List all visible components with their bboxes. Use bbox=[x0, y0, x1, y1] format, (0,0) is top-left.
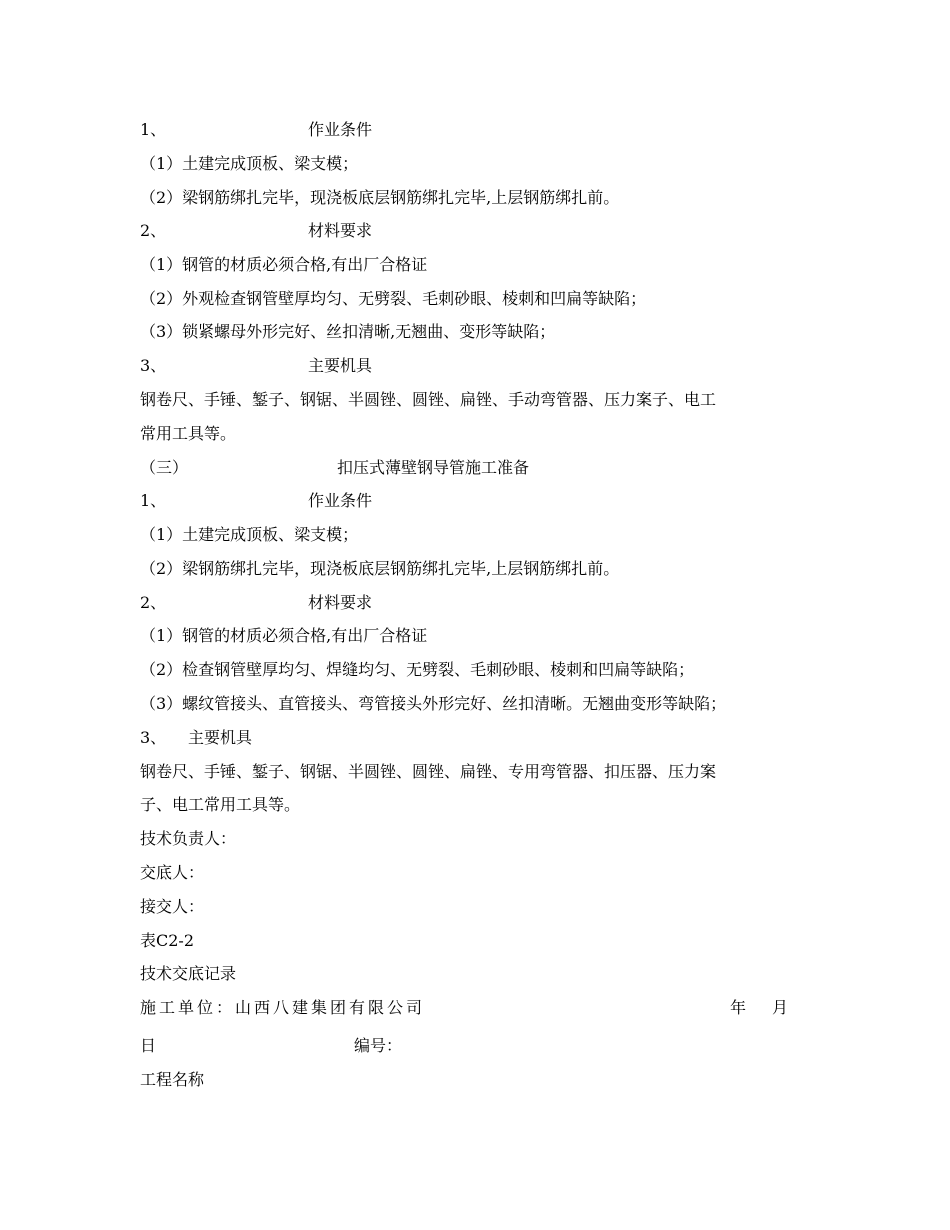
heading-title: 材料要求 bbox=[308, 221, 373, 240]
form-title: 技术交底记录 bbox=[140, 964, 237, 983]
paragraph-line: （3）锁紧螺母外形完好、丝扣清晰,无翘曲、变形等缺陷； bbox=[140, 322, 556, 341]
project-name-label: 工程名称 bbox=[140, 1070, 205, 1089]
paragraph-line: 常用工具等。 bbox=[140, 424, 237, 443]
discloser-label: 交底人： bbox=[140, 863, 205, 882]
heading-title: 主要机具 bbox=[308, 356, 373, 375]
month-label: 月 bbox=[772, 998, 789, 1017]
paragraph-line: （2）检查钢管壁厚均匀、焊缝均匀、无劈裂、毛刺砂眼、棱刺和凹扁等缺陷； bbox=[140, 660, 695, 679]
paragraph-line: 子、电工常用工具等。 bbox=[140, 795, 301, 814]
heading-number: 2、 bbox=[140, 221, 167, 240]
paragraph-line: （1）钢管的材质必须合格,有出厂合格证 bbox=[140, 255, 428, 274]
heading-title: 作业条件 bbox=[308, 120, 373, 139]
section-title: 扣压式薄壁钢导管施工准备 bbox=[337, 458, 530, 477]
heading-title: 材料要求 bbox=[308, 593, 373, 612]
day-label: 日 bbox=[140, 1036, 157, 1055]
heading-number: 1、 bbox=[140, 491, 167, 510]
receiver-label: 接交人： bbox=[140, 897, 205, 916]
heading-number: 2、 bbox=[140, 593, 167, 612]
section-number: （三） bbox=[140, 458, 189, 477]
heading-title: 作业条件 bbox=[308, 491, 373, 510]
paragraph-line: （2）梁钢筋绑扎完毕，现浇板底层钢筋绑扎完毕,上层钢筋绑扎前。 bbox=[140, 559, 620, 578]
table-number: 表C2-2 bbox=[140, 931, 195, 950]
paragraph-line: （1）土建完成顶板、梁支模； bbox=[140, 525, 359, 544]
paragraph-line: （3）螺纹管接头、直管接头、弯管接头外形完好、丝扣清晰。无翘曲变形等缺陷； bbox=[140, 694, 727, 713]
heading-number: 3、 bbox=[140, 356, 167, 375]
paragraph-line: （1）钢管的材质必须合格,有出厂合格证 bbox=[140, 626, 428, 645]
paragraph-line: （2）梁钢筋绑扎完毕，现浇板底层钢筋绑扎完毕,上层钢筋绑扎前。 bbox=[140, 188, 620, 207]
heading-title: 主要机具 bbox=[188, 728, 253, 747]
paragraph-line: （2）外观检查钢管壁厚均匀、无劈裂、毛刺砂眼、棱刺和凹扁等缺陷； bbox=[140, 289, 647, 308]
serial-number-label: 编号： bbox=[354, 1036, 403, 1055]
heading-number: 3、 bbox=[140, 728, 167, 747]
paragraph-line: 钢卷尺、手锤、錾子、钢锯、半圆锉、圆锉、扁锉、手动弯管器、压力案子、电工 bbox=[140, 390, 717, 409]
paragraph-line: 钢卷尺、手锤、錾子、钢锯、半圆锉、圆锉、扁锉、专用弯管器、扣压器、压力案 bbox=[140, 762, 717, 781]
tech-lead-label: 技术负责人： bbox=[140, 829, 237, 848]
construction-unit-label: 施工单位：山西八建集团有限公司 bbox=[140, 998, 426, 1017]
paragraph-line: （1）土建完成顶板、梁支模； bbox=[140, 154, 359, 173]
heading-number: 1、 bbox=[140, 120, 167, 139]
year-label: 年 bbox=[730, 998, 747, 1017]
